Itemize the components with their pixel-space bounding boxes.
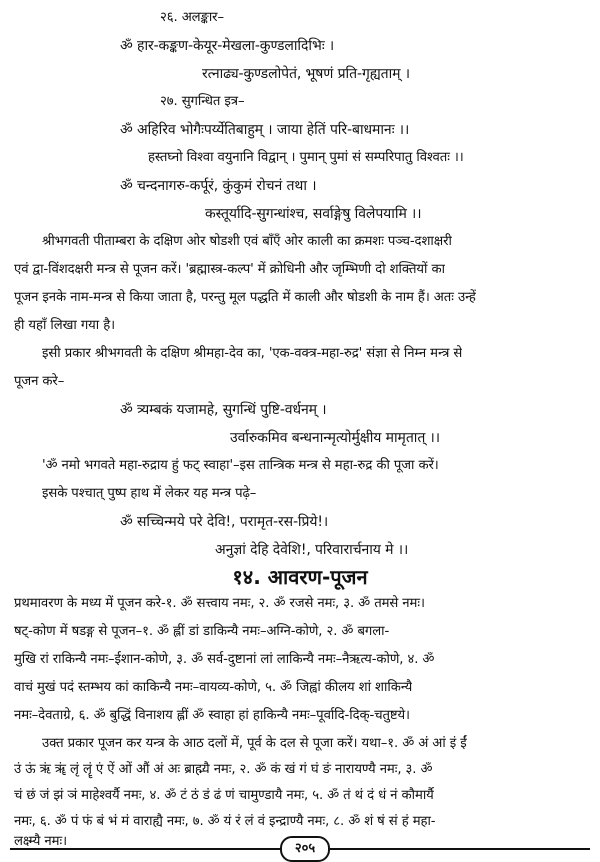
paragraph-line: एवं द्वा-विंशदक्षरी मन्त्र से पूजन करें। 'ब्रह्मास्त्र-कल्प' में क्रोधिनी और जृम्भिणी दो शक्तियों का: [14, 262, 445, 277]
paragraph-line: उक्त प्रकार पूजन कर यन्त्र के आठ दलों में, पूर्व के दल से पूजा करें। यथा–१. ॐ अं आं इं ईं: [42, 736, 467, 751]
paragraph-line: नमः–देवताग्रे, ६. ॐ बुद्धिं विनाशय ह्लीं ॐ स्वाहा हां हाकिन्यै नमः–पूर्वादि-दिक्-चतुष्टये।: [14, 708, 410, 723]
mantra-line: कस्तूर्यादि-सुगन्धांश्च, सर्वाङ्गेषु विलेपयामि ।।: [205, 206, 422, 222]
paragraph-line: 'ॐ नमो भगवते महा-रुद्राय हुं फट् स्वाहा'–इस तान्त्रिक मन्त्र से महा-रुद्र की पूजा करें।: [42, 458, 439, 473]
mantra-line: ॐ सच्चिन्मये परे देवि!, परामृत-रस-प्रिये!।: [120, 514, 329, 530]
page-number: २०५: [280, 836, 330, 862]
mantra-line: रत्नाढ्य-कुण्डलोपेतं, भूषणं प्रति-गृह्यताम् ।: [202, 66, 410, 82]
paragraph-line: चं छं जं झं ञं माहेश्वर्यै नमः, ४. ॐ टं ठं डं ढं णं चामुण्डायै नमः, ५. ॐ तं थं दं धं नं कौमार्यै: [14, 788, 434, 803]
paragraph-line: पूजन इनके नाम-मन्त्र से किया जाता है, परन्तु मूल पद्धति में काली और षोडशी के नाम हैं। अतः उन्हें: [14, 290, 476, 305]
mantra-line: ॐ चन्दनागरु-कर्पूरं, कुंकुमं रोचनं तथा ।: [120, 178, 317, 194]
paragraph-line: इसी प्रकार श्रीभगवती के दक्षिण श्रीमहा-देव का, 'एक-वक्त्र-महा-रुद्र' संज्ञा से निम्न मन्त्र से: [42, 346, 463, 361]
paragraph-line: लक्ष्म्यै नमः।: [14, 834, 68, 849]
section-26-heading: २६. अलङ्कार–: [160, 10, 224, 25]
mantra-line: हस्तघ्नो विश्वा वयुनानि विद्वान् । पुमान् पुमां सं सम्परिपातु विश्वतः ।।: [148, 150, 464, 165]
mantra-line: ॐ त्र्यम्बकं यजामहे, सुगन्धिं पुष्टि-वर्धनम् ।: [120, 402, 327, 418]
section-heading: १४. आवरण-पूजन: [232, 565, 368, 589]
section-27-heading: २७. सुगन्धित इत्र–: [160, 94, 245, 109]
paragraph-line: इसके पश्चात् पुष्प हाथ में लेकर यह मन्त्र पढ़े–: [42, 486, 257, 501]
mantra-line: उर्वारुकमिव बन्धनान्मृत्योर्मुक्षीय मामृतात् ।।: [230, 430, 440, 446]
mantra-line: ॐ हार-कङ्कण-केयूर-मेखला-कुण्डलादिभिः ।: [120, 38, 335, 54]
paragraph-line: षट्-कोण में षडङ्ग से पूजन–१. ॐ ह्लीं डां डाकिन्यै नमः–अग्नि-कोणे, २. ॐ बगला-: [14, 624, 390, 639]
mantra-line: अनुज्ञां देहि देवेशि!, परिवारार्चनाय मे ।।: [215, 542, 409, 558]
paragraph-line: वाचं मुखं पदं स्तम्भय कां काकिन्यै नमः–वायव्य-कोणे, ५. ॐ जिह्वां कीलय शां शाकिन्यै: [14, 680, 413, 695]
mantra-line: ॐ अहिरिव भोगैःपर्य्येतिबाहुम् । जाया हेतिं परि-बाधमानः ।।: [120, 122, 410, 138]
paragraph-line: पूजन करे–: [14, 374, 65, 389]
paragraph-line: उं ऊं ऋं ॠं लृं लॄं एं ऐं ओं औं अं अः ब्राह्म्यै नमः, २. ॐ कं खं गं घं ङं नारायण्यै नमः, ३. ॐ: [14, 762, 433, 777]
paragraph-line: नमः, ६. ॐ पं फं बं भं मं वाराह्यै नमः, ७. ॐ यं रं लं वं इन्द्राण्यै नमः, ८. ॐ शं षं सं हं महा-: [14, 814, 436, 829]
paragraph-line: ही यहाँ लिखा गया है।: [14, 318, 116, 333]
paragraph-line: श्रीभगवती पीताम्बरा के दक्षिण ओर षोडशी एवं बाँएँ ओर काली का क्रमशः पञ्च-दशाक्षरी: [42, 234, 452, 249]
paragraph-line: मुखि रां राकिन्यै नमः–ईशान-कोणे, ३. ॐ सर्व-दुष्टानां लां लाकिन्यै नमः–नैऋत्य-कोणे, ४. ॐ: [14, 652, 435, 667]
paragraph-line: प्रथमावरण के मध्य में पूजन करे-१. ॐ सत्त्वाय नमः, २. ॐ रजसे नमः, ३. ॐ तमसे नमः।: [14, 596, 425, 611]
